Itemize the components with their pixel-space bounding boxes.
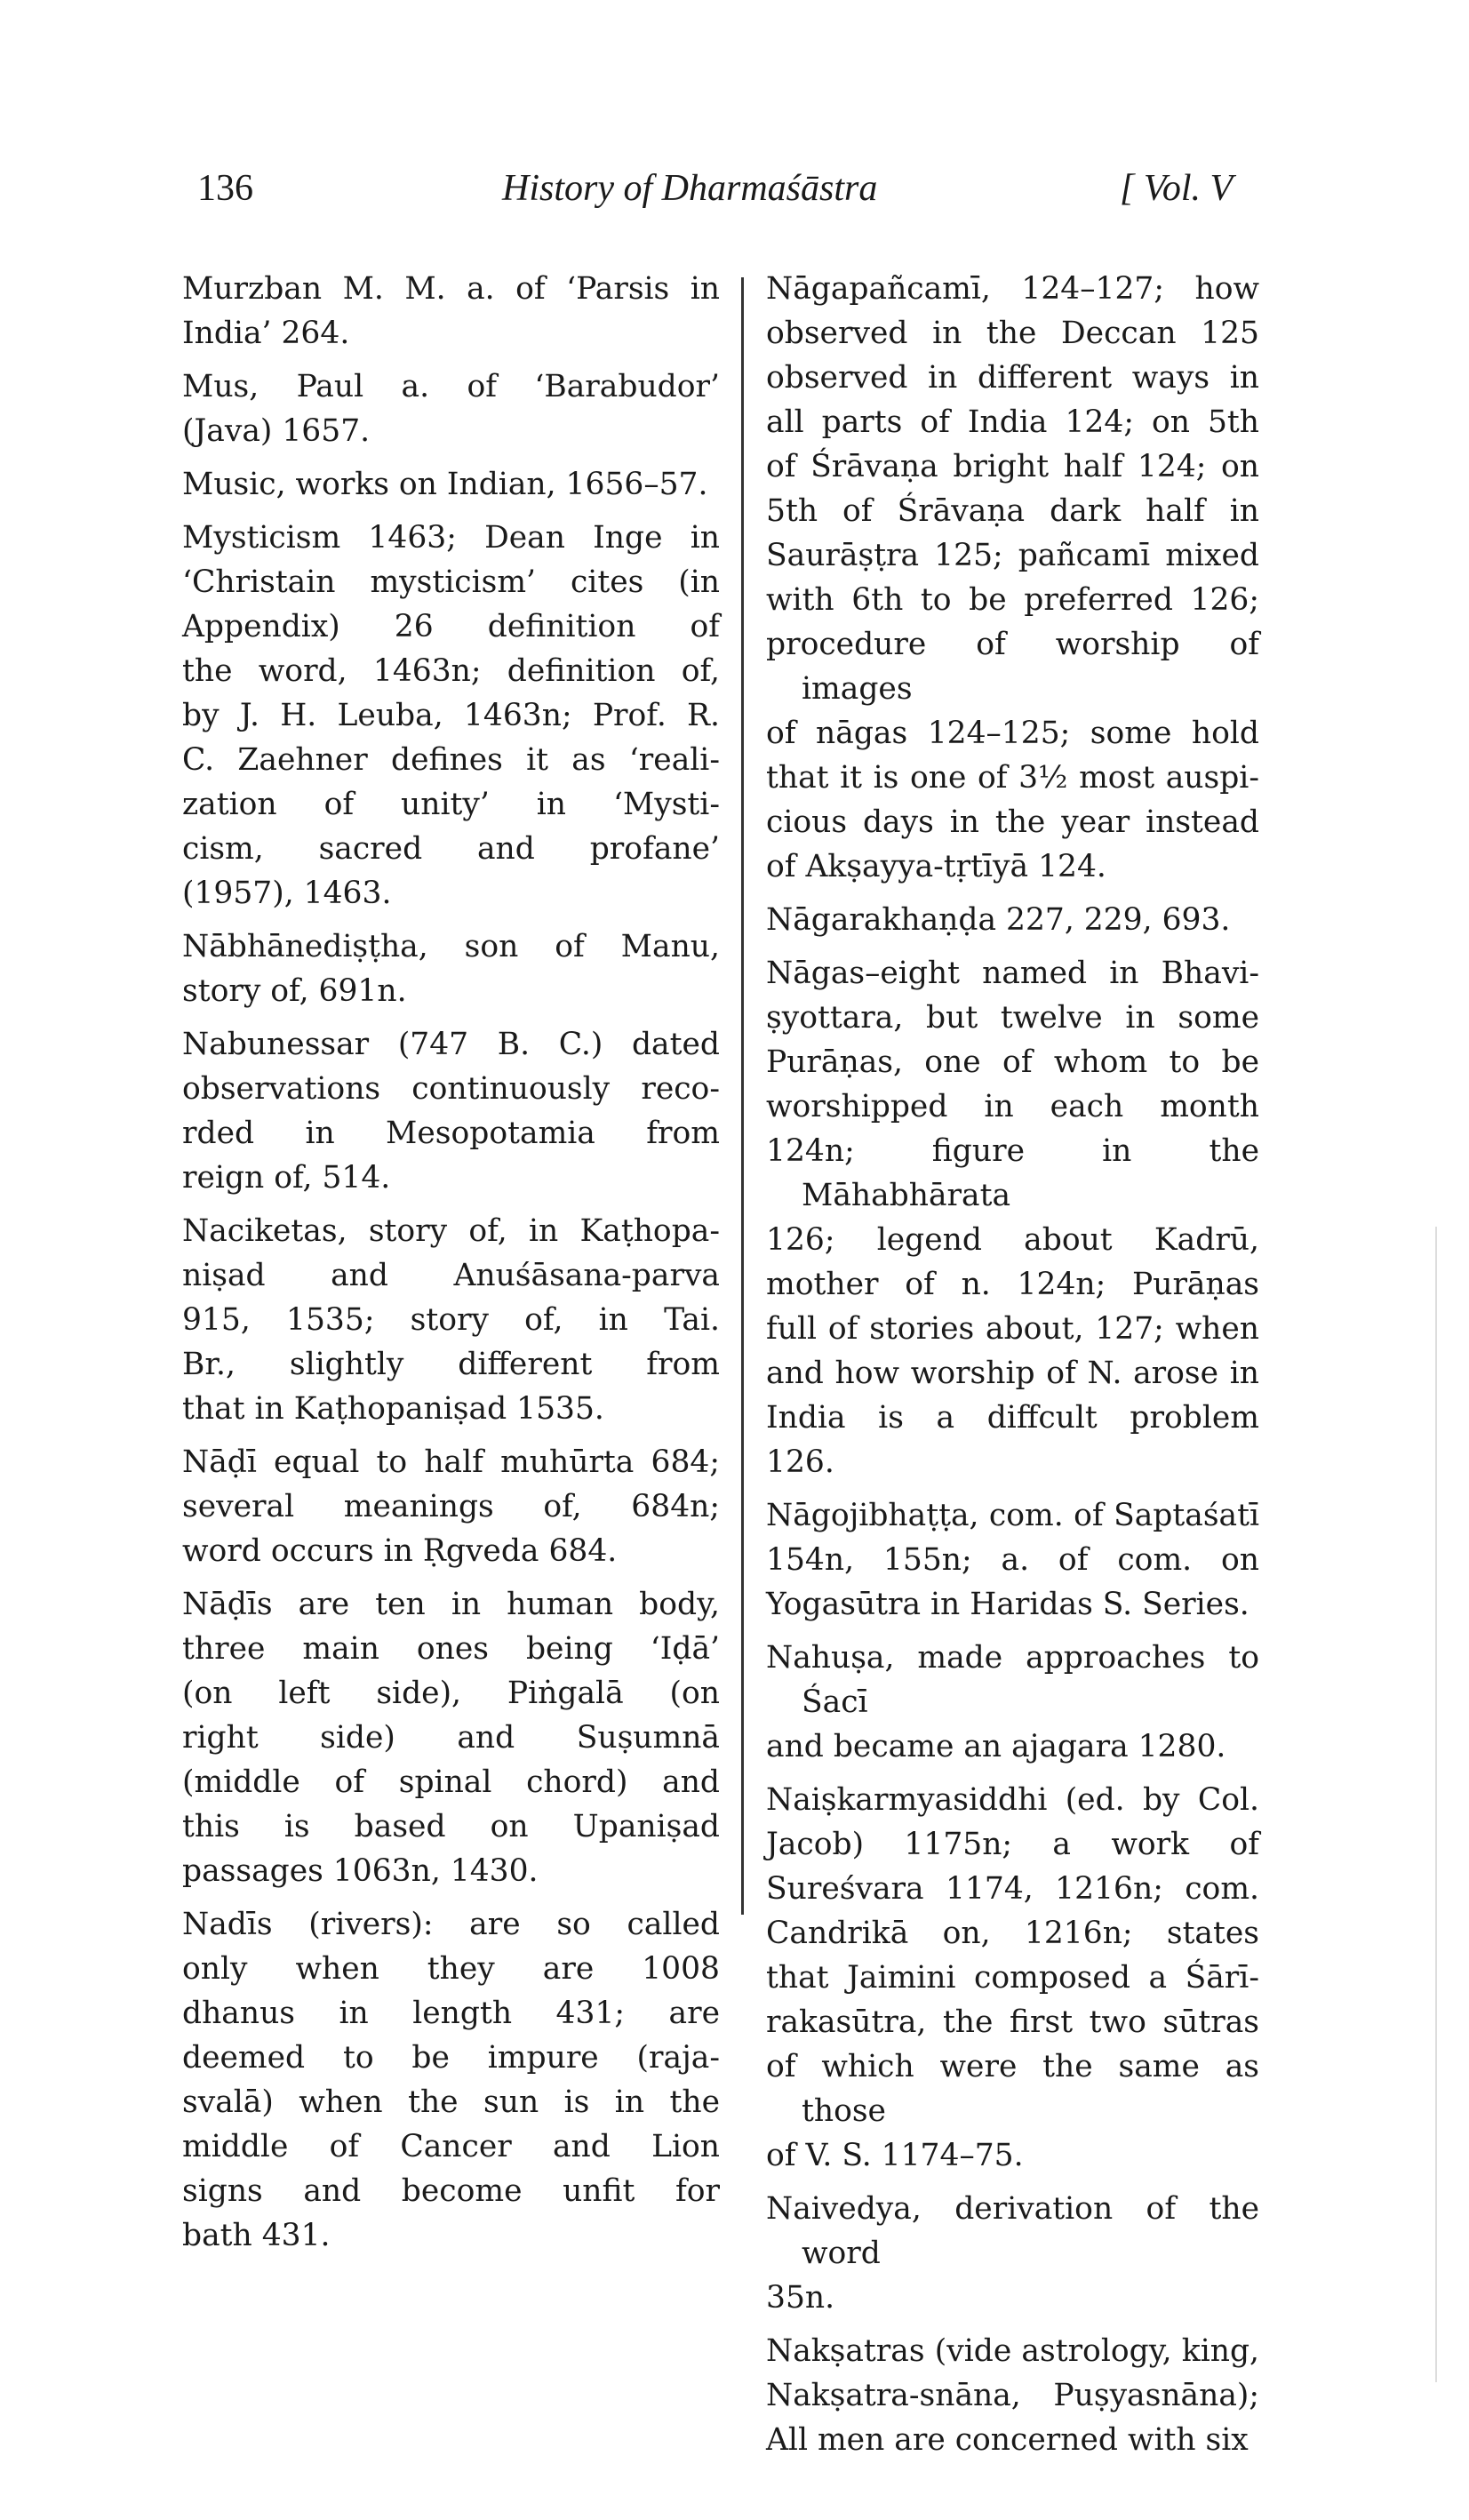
entry-line: by J. H. Leuba, 1463n; Prof. R.: [182, 698, 720, 733]
entry-line: word occurs in Ṛgveda 684.: [182, 1533, 618, 1569]
entry-line: India’ 264.: [182, 316, 350, 351]
entry-line: Nāgas–eight named in Bhavi-: [766, 956, 1259, 991]
entry-line: rded in Mesopotamia from: [182, 1116, 720, 1151]
entry-line: 124n; figure in the Māhabhārata: [766, 1133, 1259, 1213]
entry-line: 126; legend about Kadrū,: [766, 1222, 1259, 1258]
entry-line: 5th of Śrāvaṇa dark half in: [766, 493, 1259, 529]
entry-line: and how worship of N. arose in: [766, 1356, 1259, 1391]
entry-line: this is based on Upaniṣad: [182, 1809, 720, 1844]
entry-line: observations continuously reco-: [182, 1071, 720, 1107]
volume-label: [ Vol. V: [1120, 168, 1233, 209]
index-entry: [182, 1440, 720, 1573]
entry-line: All men are concerned with six: [766, 2422, 1249, 2458]
entry-line: rakasūtra, the first two sūtras: [766, 2004, 1259, 2040]
entry-line: Purāṇas, one of whom to be: [766, 1044, 1259, 1080]
entry-line: mother of n. 124n; Purāṇas: [766, 1267, 1259, 1302]
entry-line: only when they are 1008: [182, 1951, 720, 1987]
entry-line: that Jaimini composed a Śārī-: [766, 1960, 1259, 1996]
entry-line: 126.: [766, 1444, 834, 1480]
index-entry: [766, 267, 1259, 889]
entry-line: Nadīs (rivers): are so called: [182, 1907, 720, 1942]
index-entry: [182, 516, 720, 916]
left-column: [182, 267, 720, 2267]
entry-line: Jacob) 1175n; a work of: [766, 1827, 1259, 1862]
entry-line: with 6th to be preferred 126;: [766, 582, 1259, 618]
entry-line: C. Zaehner defines it as ‘reali-: [182, 742, 720, 778]
entry-line: Nabunessar (747 B. C.) dated: [182, 1027, 720, 1062]
index-entry: [766, 2329, 1259, 2462]
index-entry: [766, 898, 1259, 942]
page-number: 136: [197, 168, 253, 209]
entry-line: Naciketas, story of, in Kaṭhopa-: [182, 1213, 720, 1249]
index-entry: [766, 1778, 1259, 2178]
entry-line: several meanings of, 684n;: [182, 1489, 720, 1524]
index-entry: [182, 462, 720, 507]
entry-line: Nāḍī equal to half muhūrta 684;: [182, 1444, 720, 1480]
entry-line: 915, 1535; story of, in Tai.: [182, 1302, 720, 1338]
index-entry: [182, 1902, 720, 2258]
entry-line: Nābhānediṣṭha, son of Manu,: [182, 929, 720, 964]
entry-line: Nahuṣa, made approaches to Śacī: [766, 1640, 1259, 1720]
entry-line: the word, 1463n; definition of,: [182, 653, 720, 689]
index-entry: [182, 1022, 720, 1200]
index-entry: [182, 364, 720, 453]
entry-line: Nāgarakhaṇḍa 227, 229, 693.: [766, 902, 1231, 938]
entry-line: of V. S. 1174–75.: [766, 2138, 1024, 2173]
entry-line: Mus, Paul a. of ‘Barabudor’: [182, 369, 720, 404]
entry-line: signs and become unfit for: [182, 2173, 720, 2209]
entry-line: of Śrāvaṇa bright half 124; on: [766, 449, 1259, 484]
entry-line: and became an ajagara 1280.: [766, 1729, 1226, 1764]
entry-line: three main ones being ‘Iḍā’: [182, 1631, 720, 1667]
entry-line: Mysticism 1463; Dean Inge in: [182, 520, 720, 556]
entry-line: Nāḍīs are ten in human body,: [182, 1587, 720, 1622]
entry-line: 35n.: [766, 2280, 835, 2316]
entry-line: that it is one of 3½ most auspi-: [766, 760, 1259, 796]
entry-line: Saurāṣṭra 125; pañcamī mixed: [766, 538, 1259, 573]
page-edge-shadow: [1435, 1227, 1437, 2382]
entry-line: Br., slightly different from: [182, 1347, 720, 1382]
entry-line: Sureśvara 1174, 1216n; com.: [766, 1871, 1259, 1907]
right-column: [766, 267, 1259, 2471]
entry-line: Nakṣatra-snāna, Puṣyasnāna);: [766, 2378, 1259, 2413]
entry-line: (on left side), Piṅgalā (on: [182, 1676, 720, 1711]
entry-line: Nāgojibhaṭṭa, com. of Saptaśatī: [766, 1498, 1259, 1533]
entry-line: 154n, 155n; a. of com. on: [766, 1542, 1259, 1578]
entry-line: of which were the same as those: [766, 2049, 1259, 2129]
entry-line: Candrikā on, 1216n; states: [766, 1916, 1259, 1951]
entry-line: observed in the Deccan 125: [766, 316, 1259, 351]
entry-line: zation of unity’ in ‘Mysti-: [182, 787, 720, 822]
entry-line: all parts of India 124; on 5th: [766, 404, 1259, 440]
entry-line: Nāgapañcamī, 124–127; how: [766, 271, 1259, 307]
entry-line: Murzban M. M. a. of ‘Parsis in: [182, 271, 720, 307]
index-entry: [182, 1582, 720, 1893]
entry-line: Appendix) 26 definition of: [182, 609, 720, 644]
entry-line: dhanus in length 431; are: [182, 1996, 720, 2031]
entry-line: (1957), 1463.: [182, 876, 392, 911]
index-entry: [182, 924, 720, 1013]
entry-line: Naiṣkarmyasiddhi (ed. by Col.: [766, 1782, 1259, 1818]
entry-line: of Akṣayya-tṛtīyā 124.: [766, 849, 1106, 884]
entry-line: (middle of spinal chord) and: [182, 1764, 720, 1800]
page-header: [0, 167, 1469, 229]
index-entry: [766, 1493, 1259, 1627]
entry-line: passages 1063n, 1430.: [182, 1853, 539, 1889]
entry-line: deemed to be impure (raja-: [182, 2040, 720, 2076]
index-entry: [766, 2187, 1259, 2320]
index-entry: [766, 1636, 1259, 1769]
entry-line: worshipped in each month: [766, 1089, 1259, 1124]
entry-line: Yogasūtra in Haridas S. Series.: [766, 1587, 1249, 1622]
index-entry: [182, 1209, 720, 1431]
entry-line: Music, works on Indian, 1656–57.: [182, 467, 708, 502]
entry-line: cism, sacred and profane’: [182, 831, 720, 867]
entry-line: of nāgas 124–125; some hold: [766, 716, 1259, 751]
index-entry: [766, 951, 1259, 1484]
entry-line: Naivedya, derivation of the word: [766, 2191, 1259, 2271]
index-entry: [182, 267, 720, 356]
entry-line: ‘Christain mysticism’ cites (in: [182, 564, 720, 600]
entry-line: that in Kaṭhopaniṣad 1535.: [182, 1391, 604, 1427]
entry-line: reign of, 514.: [182, 1160, 391, 1196]
entry-line: niṣad and Anuśāsana-parva: [182, 1258, 720, 1293]
entry-line: middle of Cancer and Lion: [182, 2129, 720, 2164]
entry-line: ṣyottara, but twelve in some: [766, 1000, 1259, 1036]
entry-line: Nakṣatras (vide astrology, king,: [766, 2333, 1259, 2369]
running-title: History of Dharmaśāstra: [502, 168, 878, 209]
entry-line: bath 431.: [182, 2218, 331, 2253]
entry-line: procedure of worship of images: [766, 627, 1259, 707]
entry-line: right side) and Suṣumnā: [182, 1720, 720, 1756]
entry-line: svalā) when the sun is in the: [182, 2084, 720, 2120]
entry-line: full of stories about, 127; when: [766, 1311, 1259, 1347]
entry-line: (Java) 1657.: [182, 413, 371, 449]
entry-line: story of, 691n.: [182, 973, 407, 1009]
entry-line: observed in different ways in: [766, 360, 1259, 396]
column-divider: [741, 277, 744, 1915]
entry-line: India is a diffcult problem: [766, 1400, 1259, 1436]
entry-line: cious days in the year instead: [766, 804, 1259, 840]
